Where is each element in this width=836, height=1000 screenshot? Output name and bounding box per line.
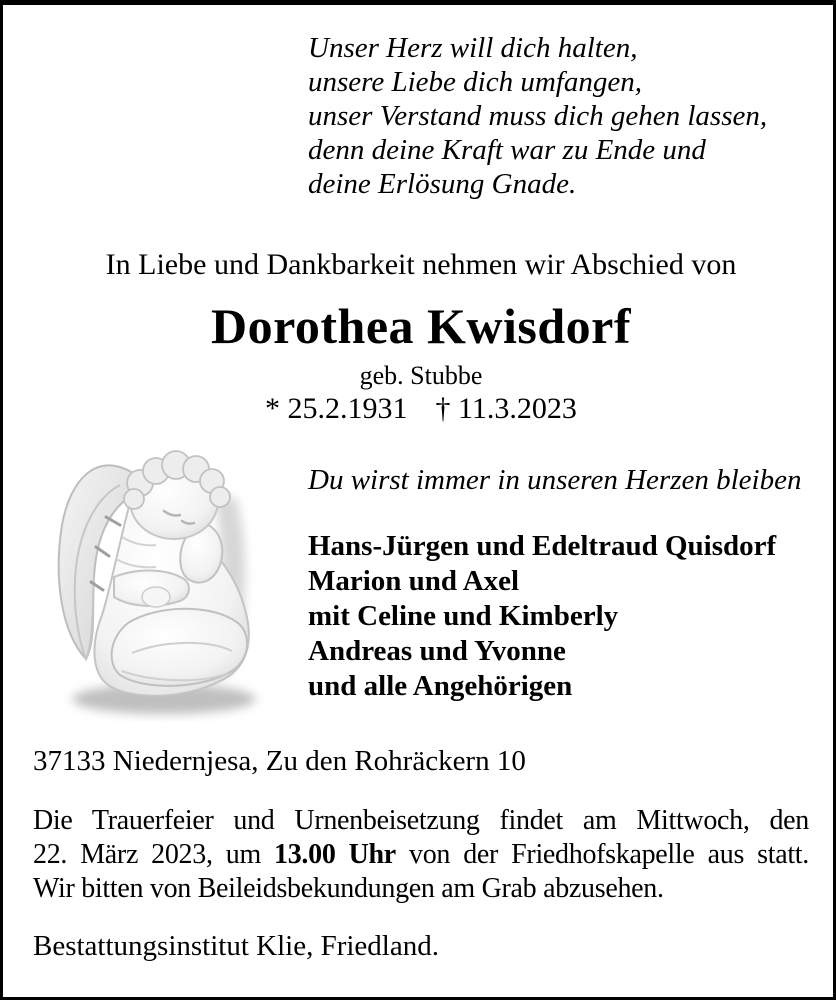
undertaker-line: Bestattungsinstitut Klie, Friedland. bbox=[33, 930, 439, 962]
funeral-line2-pre: 22. März 2023, um bbox=[33, 839, 275, 870]
poem-line: Unser Herz will dich halten, bbox=[308, 32, 638, 64]
farewell-intro-line: In Liebe und Dankbarkeit nehmen wir Abschied von bbox=[105, 248, 737, 281]
mourners-list bbox=[308, 529, 828, 704]
mourner-line: Marion und Axel bbox=[308, 565, 520, 597]
mourner-line: Andreas und Yvonne bbox=[308, 635, 566, 667]
kneeling-angel-image bbox=[36, 427, 266, 722]
funeral-line2-post: von der Friedhofskapelle aus statt. bbox=[395, 839, 809, 870]
poem bbox=[308, 31, 818, 201]
poem-line: denn deine Kraft war zu Ende und bbox=[308, 134, 706, 166]
funeral-line bbox=[33, 838, 809, 872]
funeral-line: Wir bitten von Beileidsbekundungen am Grab abzusehen. bbox=[33, 873, 664, 904]
funeral-line: Die Trauerfeier und Urnenbeisetzung findet am Mittwoch, den bbox=[33, 805, 809, 836]
mourner-line: Hans-Jürgen und Edeltraud Quisdorf bbox=[308, 530, 777, 562]
poem-line: deine Erlösung Gnade. bbox=[308, 168, 577, 200]
mourner-line: und alle Angehörigen bbox=[308, 670, 573, 702]
poem-line: unsere Liebe dich umfangen, bbox=[308, 66, 642, 98]
death-date: † 11.3.2023 bbox=[435, 392, 577, 425]
home-address: 37133 Niedernjesa, Zu den Rohräckern 10 bbox=[33, 745, 526, 777]
funeral-details bbox=[33, 804, 809, 906]
deceased-name: Dorothea Kwisdorf bbox=[210, 298, 632, 354]
life-dates bbox=[3, 392, 836, 426]
mourner-line: mit Celine und Kimberly bbox=[308, 600, 619, 632]
birth-date: * 25.2.1931 bbox=[265, 392, 408, 425]
farewell-line: Du wirst immer in unseren Herzen bleiben bbox=[308, 464, 802, 496]
funeral-time: 13.00 Uhr bbox=[274, 839, 396, 870]
poem-line: unser Verstand muss dich gehen lassen, bbox=[308, 100, 768, 132]
maiden-name: geb. Stubbe bbox=[359, 361, 483, 390]
